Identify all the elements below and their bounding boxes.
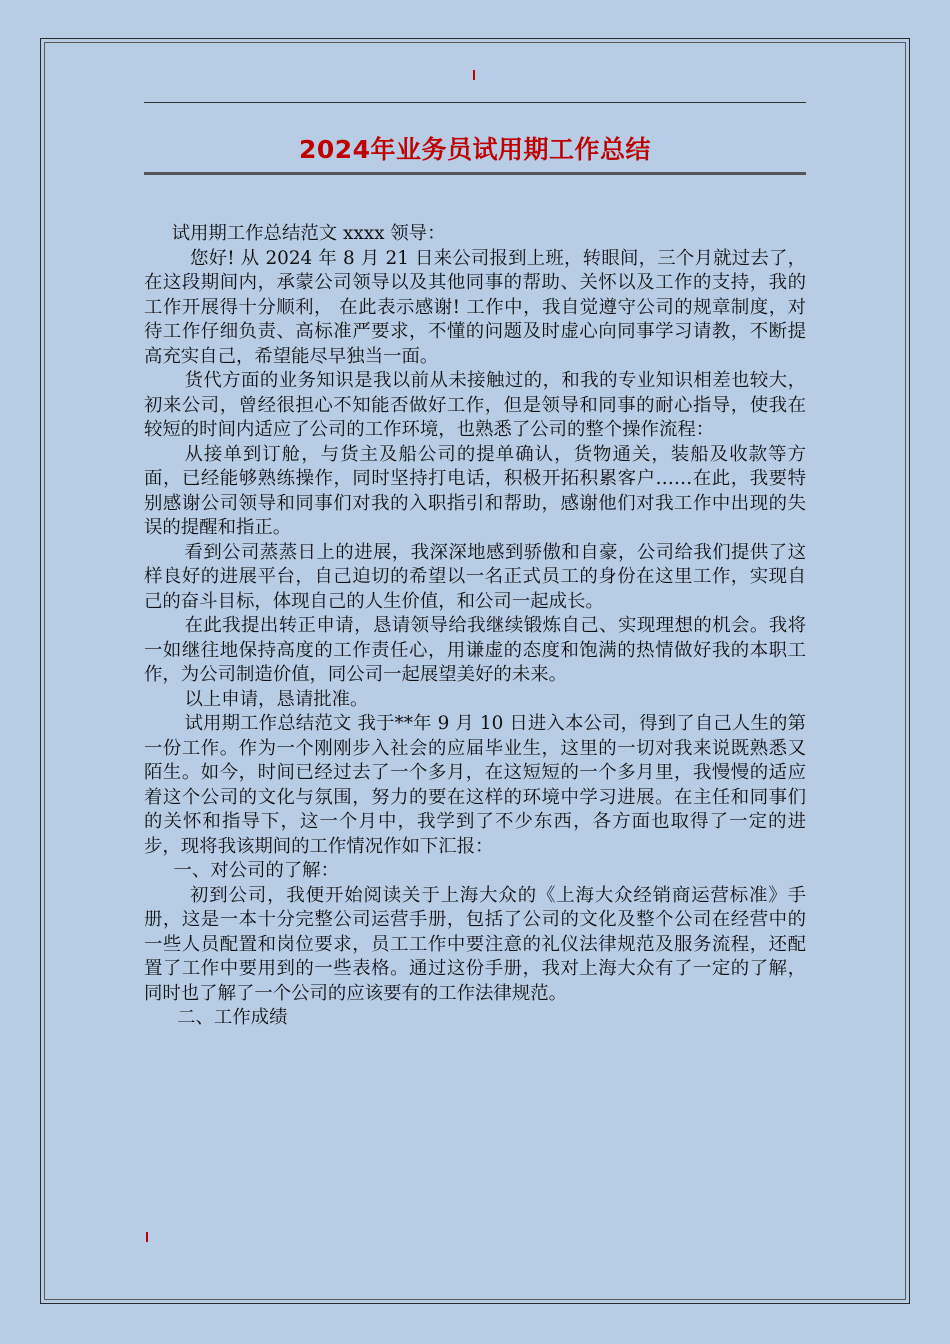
paragraph: 试用期工作总结范文 我于**年 9 月 10 日进入本公司，得到了自己人生的第一份工作。作为一个刚刚步入社会的应届毕业生，这里的一切对我来说既熟悉又陌生。如今，时间已经过去了一个多月，在这短短的一个多月里，我慢慢的适应着这个公司的文化与氛围，努力的要在这样的环境中学习进展。在主任和同事们的关怀和指导下，这一个月中，我学到了不少东西，各方面也取得了一定的进步，现将我该期间的工作情况作如下汇报： [144, 713, 806, 857]
paragraph: 从接单到订舱，与货主及船公司的提单确认，货物通关，装船及收款等方面，已经能够熟练操作，同时坚持打电话，积极开拓积累客户……在此，我要特别感谢公司领导和同事们对我的入职指引和帮助，感谢他们对我工作中出现的失误的提醒和指正。 [144, 443, 806, 538]
document-body [144, 222, 806, 1031]
paragraph: 在此我提出转正申请，恳请领导给我继续锻炼自己、实现理想的机会。我将一如继往地保持高度的工作责任心，用谦虚的态度和饱满的热情做好我的本职工作，为公司制造价值，同公司一起展望美好的未来。 [144, 615, 806, 685]
paragraph: 货代方面的业务知识是我以前从未接触过的，和我的专业知识相差也较大，初来公司，曾经很担心不知能否做好工作，但是领导和同事的耐心指导，使我在较短的时间内适应了公司的工作环境，也熟悉了公司的整个操作流程： [144, 370, 806, 440]
paragraph: 您好! 从 2024 年 8 月 21 日来公司报到上班，转眼间，三个月就过去了，在这段期间内，承蒙公司领导以及其他同事的帮助、关怀以及工作的支持，我的工作开展得十分顺利， 在此表示感谢! 工作中，我自觉遵守公司的规章制度，对待工作仔细负责、高标准严要求，不懂的问题及时虚心向同事学习请教，不断提高充实自己，希望能尽早独当一面。 [144, 247, 806, 367]
title-rule [144, 172, 806, 175]
paragraph-salutation: 试用期工作总结范文 xxxx 领导： [171, 223, 446, 244]
paragraph: 初到公司，我便开始阅读关于上海大众的《上海大众经销商运营标准》手册，这是一本十分完整公司运营手册，包括了公司的文化及整个公司在经营中的一些人员配置和岗位要求，员工工作中要注意的礼仪法律规范及服务流程，还配置了工作中要用到的一些表格。通过这份手册，我对上海大众有了一定的了解，同时也了解了一个公司的应该要有的工作法律规范。 [144, 884, 806, 1004]
paragraph: 看到公司蒸蒸日上的进展，我深深地感到骄傲和自豪，公司给我们提供了这样良好的进展平台，自己迫切的希望以一名正式员工的身份在这里工作，实现自己的奋斗目标，体现自己的人生价值，和公司一起成长。 [144, 541, 806, 612]
paragraph-closing: 以上申请，恳请批准。 [184, 688, 369, 710]
section-heading: 一、对公司的了解： [173, 860, 339, 881]
section-heading: 二、工作成绩 [177, 1007, 288, 1028]
header-rule [144, 102, 806, 103]
header-mark [473, 70, 475, 80]
document-title: 2024年业务员试用期工作总结 [298, 135, 652, 164]
footer-mark [146, 1232, 148, 1242]
